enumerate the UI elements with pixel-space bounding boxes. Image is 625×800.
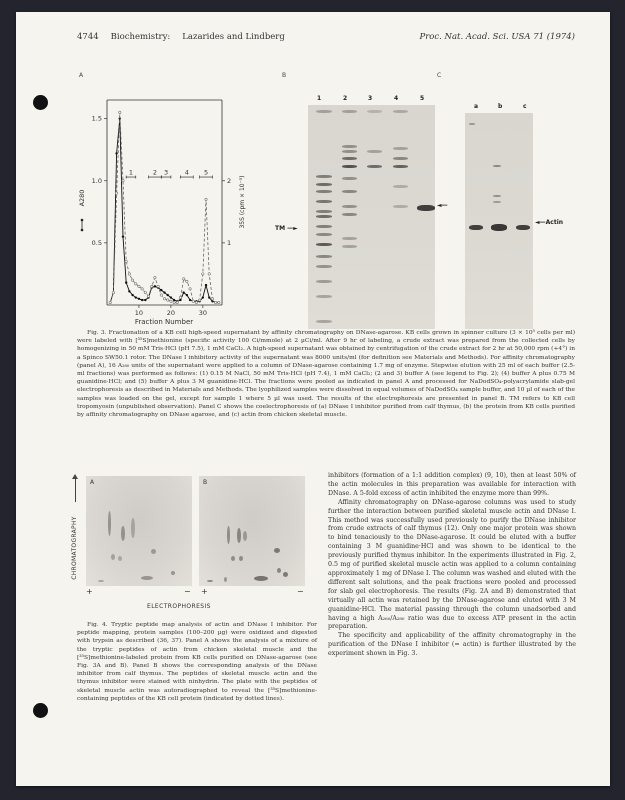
series-a280-point bbox=[173, 299, 175, 301]
minus-sign-a: − bbox=[184, 587, 191, 596]
gel-band bbox=[493, 201, 501, 203]
gel-band bbox=[393, 205, 408, 208]
series-35s-point bbox=[208, 273, 210, 275]
series-a280-point bbox=[205, 284, 207, 286]
series-35s-point bbox=[176, 301, 178, 303]
gel-band bbox=[493, 165, 501, 167]
series-a280-point bbox=[144, 299, 146, 301]
gel-band bbox=[367, 165, 382, 168]
series-35s-point bbox=[202, 273, 204, 275]
gel-band bbox=[316, 243, 332, 246]
gel-band bbox=[316, 175, 332, 178]
fig3-panel-a-label: A bbox=[79, 72, 84, 79]
arrow-left-icon: ◄— bbox=[535, 219, 546, 226]
series-a280-point bbox=[163, 291, 165, 293]
gel-band bbox=[316, 110, 332, 113]
series-35s-point bbox=[157, 285, 159, 287]
series-a280-point bbox=[115, 152, 117, 154]
gel-band bbox=[316, 280, 332, 283]
series-35s-point bbox=[147, 295, 149, 297]
actin-marker bbox=[535, 219, 563, 226]
series-35s-point bbox=[166, 299, 168, 301]
series-35s-point bbox=[170, 300, 172, 302]
authors: Lazarides and Lindberg bbox=[182, 32, 285, 42]
gel-band bbox=[316, 200, 332, 203]
peptide-spot bbox=[274, 548, 280, 553]
peptide-spot bbox=[231, 556, 235, 561]
gel-band bbox=[367, 150, 382, 153]
legend-filled-dot bbox=[81, 229, 84, 232]
series-a280-point bbox=[202, 296, 204, 298]
gel-band bbox=[342, 205, 357, 208]
figure3-caption-text: Fig. 3. Fractionation of a KB cell high-speed supernatant by affinity chromatography on DNase-agarose. KB cells grown in spinner culture (3 × 10⁵ cells per ml) were labeled with [³⁵S]methionine (specific activity 100 Ci/mmole) at 2 µCi/ml. After 9 hr of labeling, a crude extract was prepared from the collected cells by homogenizing in 50 mM Tris·HCl (pH 7.5), 1 mM CaCl₂. A high-speed supernatant was obtained by centrifugation of the crude extract for 2 hr at 50,000 rpm (+4°) in a Spinco SW50.1 rotor. The DNase I inhibitory activity of the supernatant was 8000 units/ml (for definition see Materials and Methods). For affinity chromatography (panel A), 16 A₂₈₀ units of the supernatant were applied to a column of DNase-agarose containing 1.7 mg of enzyme. Stepwise elution with 25 ml of each buffer (2.5-ml fractions) was performed as follows: (1) 0.15 M NaCl, 50 mM Tris·HCl (pH 7.4), 1 mM CaCl₂; (2 and 3) buffer A (see legend to Fig. 2); (4) buffer A plus 0.75 M guanidine·HCl; and (5) buffer A plus 3 M guanidine·HCl. The fractions were pooled as indicated in panel A and processed for NaDodSO₄-polyacrylamide slab-gel electrophoresis as described in Materials and Methods. The lyophilized samples were dissolved in equal volumes of NaDodSO₄ sample buffer, and 10 µl of each of the samples was loaded on the gel, except for sample 1 where 5 µl was used. The results of the electrophoresis are presented in panel B. TM refers to KB cell tropomyosin (unpublished observation). Panel C shows the coelectrophoresis of (a) DNase I inhibitor purified from calf thymus, (b) the protein from KB cells purified by affinity chromatography on DNase agarose, and (c) actin from chicken skeletal muscle. bbox=[77, 330, 575, 419]
x-tick-label: 30 bbox=[198, 309, 207, 317]
peptide-spot bbox=[277, 568, 281, 573]
series-35s-point bbox=[131, 279, 133, 281]
journal-section: Biochemistry: bbox=[110, 32, 171, 42]
peptide-spot bbox=[141, 576, 153, 580]
series-35s-point bbox=[125, 260, 127, 262]
gel-band bbox=[469, 123, 475, 125]
figure4-caption bbox=[77, 621, 317, 703]
minus-sign-b: − bbox=[297, 587, 304, 596]
lane-label-3: 3 bbox=[368, 95, 373, 102]
actin-label: Actin bbox=[545, 219, 564, 226]
pool-marker-label: 2 bbox=[152, 168, 157, 177]
y-tick-label: 1.5 bbox=[91, 114, 102, 123]
arrow-right-icon: —► bbox=[287, 225, 298, 232]
peptide-spot bbox=[111, 554, 115, 560]
pool-marker-label: 4 bbox=[184, 168, 189, 177]
tlc-plate-b bbox=[199, 476, 305, 586]
gel-band bbox=[316, 183, 332, 186]
gel-band bbox=[493, 195, 501, 197]
plus-sign-b: + bbox=[201, 587, 208, 596]
gel-band bbox=[393, 165, 408, 168]
series-35s-point bbox=[218, 301, 220, 303]
gel-band-actin bbox=[491, 224, 507, 231]
series-a280-point bbox=[182, 291, 184, 293]
gel-band bbox=[316, 210, 332, 213]
peptide-spot bbox=[98, 580, 104, 582]
gel-panel-c bbox=[465, 113, 533, 329]
peptide-spot bbox=[237, 528, 241, 543]
y-tick-label: 1.0 bbox=[91, 176, 102, 185]
series-35s-point bbox=[141, 288, 143, 290]
series-35s-point bbox=[192, 300, 194, 302]
series-35s-point bbox=[138, 285, 140, 287]
series-a280-point bbox=[135, 296, 137, 298]
series-a280-point bbox=[122, 235, 124, 237]
series-35s-point bbox=[163, 298, 165, 300]
chromatography-label: CHROMATOGRAPHY bbox=[71, 516, 78, 580]
gel-band bbox=[316, 215, 332, 218]
gel-band bbox=[342, 150, 357, 153]
series-35s-point bbox=[173, 301, 175, 303]
series-35s-point bbox=[160, 294, 162, 296]
peptide-spot bbox=[118, 556, 122, 561]
lane-label-b: b bbox=[498, 103, 503, 110]
gel-band-actin bbox=[516, 225, 530, 230]
gel-band bbox=[316, 233, 332, 236]
series-a280-point bbox=[141, 299, 143, 301]
fig3-panel-b-label: B bbox=[282, 72, 287, 79]
series-35s-point bbox=[214, 301, 216, 303]
gel-band bbox=[393, 157, 408, 160]
series-35s-point bbox=[211, 298, 213, 300]
y2-tick-label: 2 bbox=[227, 176, 232, 185]
peptide-spot bbox=[239, 556, 243, 561]
lane-label-a: a bbox=[474, 103, 479, 110]
tm-label: TM bbox=[275, 225, 286, 232]
series-35s-point bbox=[135, 283, 137, 285]
arrow-left-icon: ◄— bbox=[437, 202, 448, 209]
gel-band bbox=[342, 190, 357, 193]
gel-band bbox=[316, 265, 332, 268]
journal-reference: Proc. Nat. Acad. Sci. USA 71 (1974) bbox=[419, 32, 575, 42]
figure4-caption-text: Fig. 4. Tryptic peptide map analysis of actin and DNase I inhibitor. For peptide mapping, protein samples (100–200 µg) were oxidized and digested with trypsin as described (36, 37). Panel A shows the analysis of a mixture of the tryptic peptides of actin from chicken skeletal muscle and the [³⁵S]methionine-labeled protein from KB cells purified on DNase-agarose (see Fig. 3A and B). Panel B shows the corresponding analysis of the DNase inhibitor from calf thymus. The peptides of skeletal muscle actin and the thymus inhibitor were stained with ninhydrin. The plate with the peptides of skeletal muscle actin was autoradiographed to reveal the [³⁵S]methionine-containing peptides of the KB cell protein (indicated by dotted lines). bbox=[77, 622, 317, 702]
elution-profile-chart bbox=[70, 90, 250, 350]
series-a280-point bbox=[154, 285, 156, 287]
peptide-spot bbox=[131, 518, 135, 538]
gel-band bbox=[393, 110, 408, 113]
pool-marker-label: 1 bbox=[128, 168, 134, 177]
gel-panel-b bbox=[308, 105, 435, 329]
series-35s-point bbox=[182, 278, 184, 280]
body-paragraph-1: inhibitors (formation of a 1:1 addition complex) (9, 10), then at least 50% of the actin molecules in this preparation was available for interaction with DNase. A 5-fold excess of actin inhibited the enzyme more than 99%. bbox=[328, 472, 576, 497]
gel-band bbox=[342, 145, 357, 148]
series-a280-point bbox=[128, 290, 130, 292]
pool-marker-label: 3 bbox=[164, 168, 169, 177]
gel-band bbox=[316, 295, 332, 298]
series-a280-point bbox=[125, 281, 127, 283]
lane-label-c: c bbox=[523, 103, 527, 110]
gel-band-actin bbox=[417, 205, 435, 211]
series-a280-point bbox=[208, 296, 210, 298]
body-text-column bbox=[328, 472, 576, 659]
gel-band bbox=[393, 185, 408, 188]
peptide-spot bbox=[243, 531, 247, 541]
x-tick-label: 10 bbox=[134, 309, 144, 317]
body-paragraph-3: The specificity and applicability of the affinity chromatography in the purification of the DNase I inhibitor (= actin) is further illustrated by the experiment shown in Fig. 3. bbox=[328, 632, 576, 658]
series-35s-point bbox=[179, 296, 181, 298]
gel-band-actin bbox=[469, 225, 483, 230]
fig3-panel-c-label: C bbox=[437, 72, 442, 79]
plus-sign-a: + bbox=[86, 587, 93, 596]
series-35s-point bbox=[151, 285, 153, 287]
lane-label-5: 5 bbox=[420, 95, 425, 102]
y-tick-label: 0.5 bbox=[91, 238, 102, 247]
binder-hole-top bbox=[33, 95, 48, 110]
figure3-caption bbox=[77, 329, 575, 419]
gel-band bbox=[342, 177, 357, 180]
series-35s-point bbox=[122, 180, 124, 182]
fig4-panel-b-label: B bbox=[203, 479, 208, 486]
lane-label-4: 4 bbox=[394, 95, 399, 102]
series-a280-point bbox=[186, 294, 188, 296]
tlc-plate-a bbox=[86, 476, 192, 586]
peptide-spot bbox=[108, 511, 111, 536]
lane-label-2: 2 bbox=[343, 95, 348, 102]
gel-band bbox=[342, 245, 357, 248]
y2-axis-label: 35S (cpm × 10⁻⁵) bbox=[239, 175, 246, 229]
legend-filled-dot bbox=[81, 219, 84, 222]
peptide-spot bbox=[121, 526, 125, 541]
series-35s-point bbox=[195, 301, 197, 303]
gel-band bbox=[316, 190, 332, 193]
series-35s-point bbox=[128, 273, 130, 275]
series-35s-point bbox=[189, 288, 191, 290]
body-paragraph-2: Affinity chromatography on DNase-agarose columns was used to study further the interaction between purified skeletal muscle actin and DNase I. This method was successfully used previously to purify the DNase inhibitor from crude extracts of calf thymus (12). Only one major protein was shown to bind tenaciously to the DNase-agarose. It could be eluted with a buffer containing 3 M guanidine·HCl and was shown to be identical to the previously purified thymus inhibitor. In the experiments illustrated in Fig. 2, 0.5 mg of purified skeletal muscle actin was applied to a column containing approximately 1 mg of DNase I. The column was washed and eluted with the different salt solutions, and the peak fractions were pooled and processed for slab gel electrophoresis. The results (Fig. 2A and B) demonstrated that virtually all actin was retained by the DNase-agarose and eluted with 3 M guanidine·HCl. The material passing through the column unadsorbed and having a high A₂₆₀/A₂₈₀ ratio was due to excess ATP present in the actin preparation. bbox=[328, 498, 576, 631]
gel-band bbox=[342, 165, 357, 168]
gel-band bbox=[393, 147, 408, 150]
gel-band bbox=[342, 213, 357, 216]
gel-band bbox=[342, 110, 357, 113]
series-a280-point bbox=[160, 289, 162, 291]
gel-band bbox=[316, 225, 332, 228]
pool-marker-label: 5 bbox=[203, 168, 209, 177]
chromatography-arrow-icon bbox=[75, 478, 76, 502]
y2-tick-label: 1 bbox=[227, 238, 232, 247]
series-a280-point bbox=[131, 294, 133, 296]
peptide-spot bbox=[171, 571, 175, 575]
x-tick-label: 20 bbox=[166, 309, 176, 317]
running-header bbox=[77, 32, 285, 42]
x-axis-label: Fraction Number bbox=[134, 318, 194, 326]
gel-band bbox=[367, 110, 382, 113]
peptide-spot bbox=[151, 549, 156, 554]
tm-marker bbox=[275, 225, 298, 232]
series-35s-point bbox=[144, 291, 146, 293]
series-35s-point bbox=[112, 291, 114, 293]
series-35s-point bbox=[115, 192, 117, 194]
series-35s-point bbox=[205, 198, 207, 200]
peptide-spot bbox=[254, 576, 268, 581]
y-axis-label: A280 bbox=[78, 189, 86, 207]
gel-band bbox=[316, 255, 332, 258]
series-a280-point bbox=[179, 299, 181, 301]
series-a280-point bbox=[189, 299, 191, 301]
series-a280-point bbox=[211, 300, 213, 302]
binder-hole-bottom bbox=[33, 703, 48, 718]
gel-band bbox=[342, 237, 357, 240]
peptide-spot bbox=[224, 577, 227, 582]
series-35s-point bbox=[119, 111, 121, 113]
fig4-panel-a-label: A bbox=[90, 479, 95, 486]
page-number: 4744 bbox=[77, 32, 99, 42]
peptide-spot bbox=[227, 526, 230, 544]
series-a280-point bbox=[170, 296, 172, 298]
arrow-up-icon bbox=[72, 474, 78, 479]
series-35s-point bbox=[198, 299, 200, 301]
electrophoresis-label: ELECTROPHORESIS bbox=[147, 603, 211, 610]
series-a280-point bbox=[138, 298, 140, 300]
peptide-spot bbox=[207, 580, 213, 582]
peptide-spot bbox=[283, 572, 288, 577]
series-35s-point bbox=[186, 280, 188, 282]
lane-label-1: 1 bbox=[317, 95, 322, 102]
series-35s-point bbox=[154, 276, 156, 278]
gel-band bbox=[316, 320, 332, 323]
gel-band bbox=[342, 157, 357, 160]
series-35s-point bbox=[109, 301, 111, 303]
series-a280-point bbox=[166, 294, 168, 296]
